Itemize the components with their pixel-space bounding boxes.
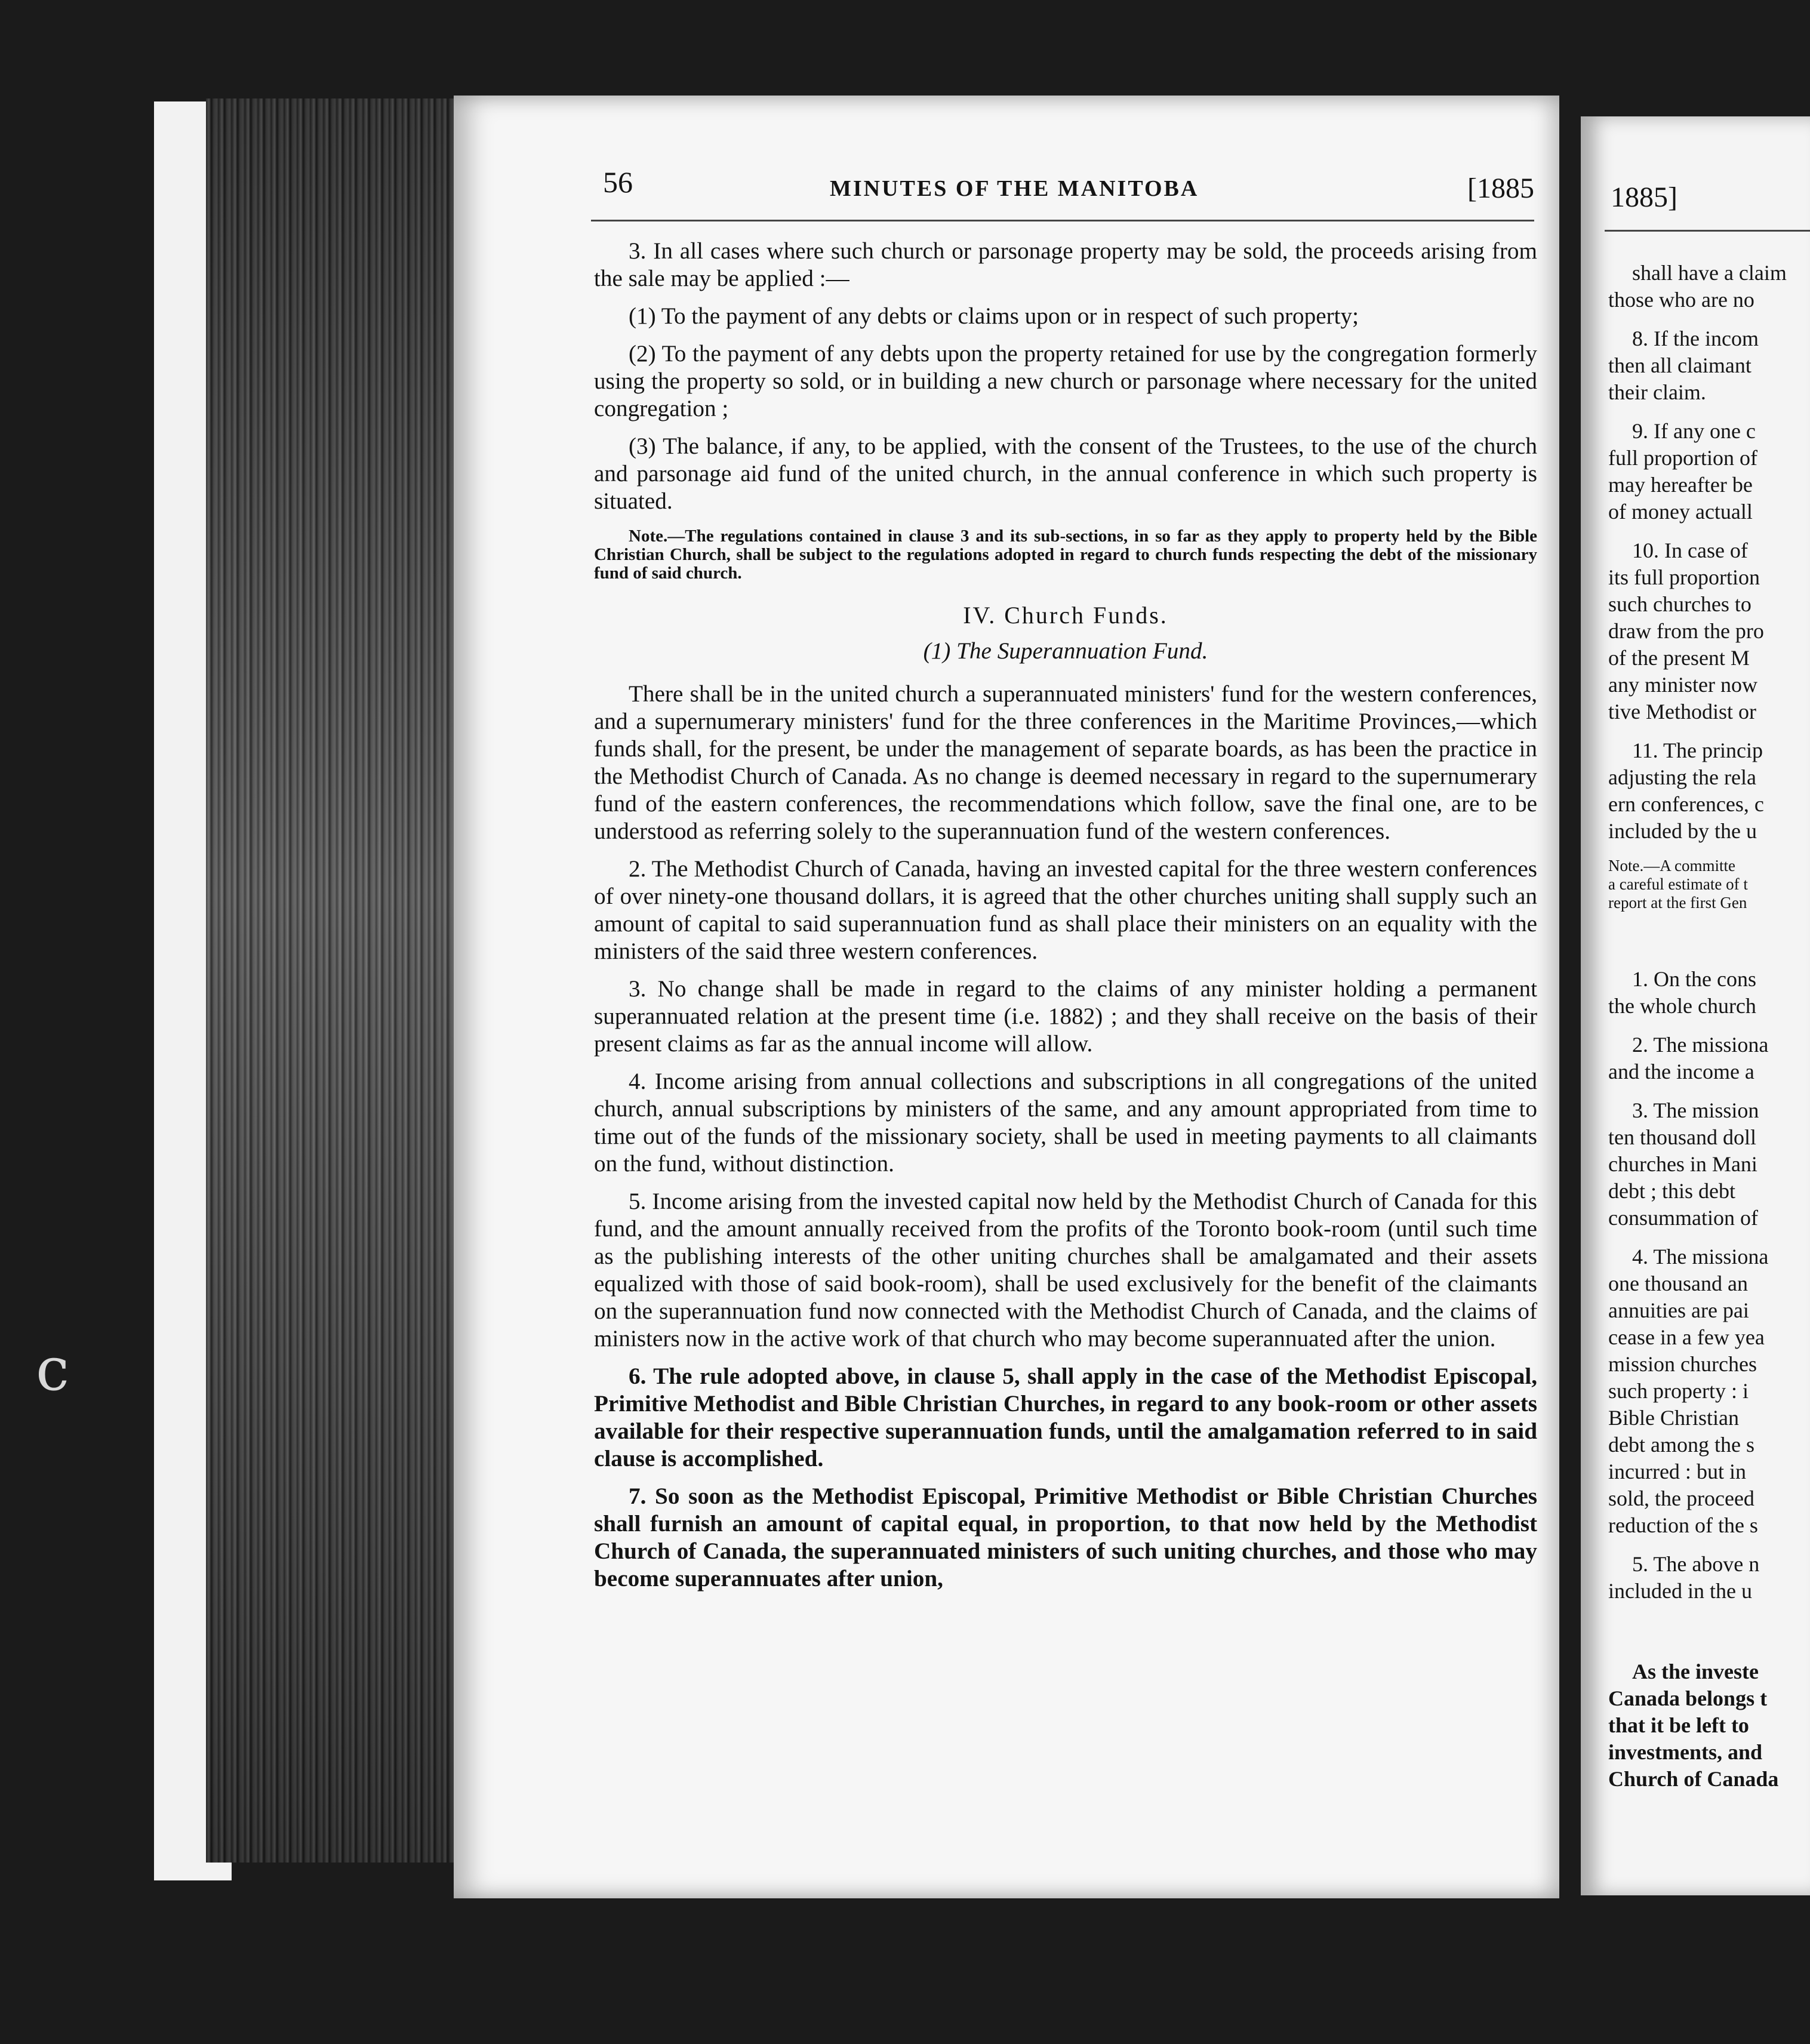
rp-line: and the income a xyxy=(1608,1060,1754,1083)
rp-line: report at the first Gen xyxy=(1608,894,1747,912)
rp-line: such churches to xyxy=(1608,592,1751,616)
page-header xyxy=(603,160,1534,214)
rp-line: those who are no xyxy=(1608,288,1754,312)
rp-line: the whole church xyxy=(1608,994,1756,1018)
rp-frag xyxy=(1608,260,1810,313)
rp-line: adjusting the rela xyxy=(1608,765,1756,789)
rp-line: that it be left to xyxy=(1608,1713,1749,1737)
right-header-rule xyxy=(1605,230,1810,232)
left-page-text xyxy=(594,238,1537,1603)
header-rule xyxy=(591,220,1534,221)
rp-line: 1. On the cons xyxy=(1632,967,1756,991)
rp-line: ern conferences, c xyxy=(1608,792,1764,816)
rp-frag xyxy=(1608,1243,1810,1539)
rp-line: 5. The above n xyxy=(1632,1552,1760,1576)
rp-line: incurred : but in xyxy=(1608,1460,1746,1483)
rp-line: such property : i xyxy=(1608,1379,1749,1403)
rp-line: tive Methodist or xyxy=(1608,700,1756,724)
rp-line: investments, and xyxy=(1608,1740,1763,1764)
rp-line: 8. If the incom xyxy=(1632,327,1759,350)
rp-line: annuities are pai xyxy=(1608,1298,1749,1322)
header-year: [1885 xyxy=(1467,173,1534,204)
paragraph-3: 3. In all cases where such church or parsonage property may be sold, the proceeds arising from the sale may be applied :— xyxy=(594,238,1537,291)
rp-line: churches in Mani xyxy=(1608,1152,1757,1176)
rp-line: sold, the proceed xyxy=(1608,1486,1754,1510)
rp-line: debt ; this debt xyxy=(1608,1179,1735,1203)
rp-line: reduction of the s xyxy=(1608,1513,1758,1537)
fund-paragraph-6: 6. The rule adopted above, in clause 5, shall apply in the case of the Methodist Episcopal, Primitive Methodist and Bible Christian Churches, in regard to any book-room or other assets available for their respective superannuation funds, until the amalgamation referred to in said clause is accomplished. xyxy=(594,1363,1537,1472)
rp-line: a careful estimate of t xyxy=(1608,875,1748,893)
rp-line: mission churches xyxy=(1608,1352,1757,1376)
rp-line: ten thousand doll xyxy=(1608,1125,1756,1149)
rp-line: cease in a few yea xyxy=(1608,1325,1765,1349)
paragraph-3-3: (3) The balance, if any, to be applied, with the consent of the Trustees, to the use of the church and parsonage aid fund of the united church, in the annual conference in which such property is situated. xyxy=(594,433,1537,514)
paragraph-3-2: (2) To the payment of any debts upon the property retained for use by the congregation formerly using the property so sold, or in building a new church or parsonage where necessary for the united congregation ; xyxy=(594,341,1537,421)
fund-paragraph-1: There shall be in the united church a superannuated ministers' fund for the western conferences, and a supernumerary ministers' fund for the three conferences in the Maritime Provinces,—which funds shall, for the present, be under the management of separate boards, as has been the practice in the Methodist Church of Canada. As no change is deemed necessary in regard to the supernumerary fund of the eastern conferences, the recommendations which follow, save the final one, are to be understood as referring solely to the superannuation fund of the western conferences. xyxy=(594,681,1537,844)
rp-line: consummation of xyxy=(1608,1206,1758,1230)
page-edges-shade xyxy=(206,98,469,1863)
rp-frag xyxy=(1608,1032,1810,1085)
rp-line: Note.—A committe xyxy=(1608,857,1735,875)
rp-frag xyxy=(1608,1551,1810,1605)
right-page xyxy=(1581,116,1810,1895)
rp-line: 2. The missiona xyxy=(1632,1033,1769,1057)
rp-line: 11. The princip xyxy=(1632,738,1763,762)
rp-frag xyxy=(1608,418,1810,525)
rp-line: of the present M xyxy=(1608,646,1750,670)
rp-line: shall have a claim xyxy=(1632,261,1787,285)
right-page-header: 1885] xyxy=(1611,181,1677,213)
rp-line: 3. The mission xyxy=(1632,1098,1759,1122)
rp-line: of money actuall xyxy=(1608,500,1753,524)
rp-line: debt among the s xyxy=(1608,1433,1754,1457)
rp-line: its full proportion xyxy=(1608,565,1760,589)
rp-line: included by the u xyxy=(1608,819,1757,843)
rp-note xyxy=(1608,857,1810,912)
fund-paragraph-2: 2. The Methodist Church of Canada, having an invested capital for the three western conferences of over ninety-one thousand dollars, it is agreed that the other churches uniting shall supply such an amount of capital to said superannuation fund as shall place their ministers on an equality with the ministers of the said three western conferences. xyxy=(594,856,1537,964)
rp-frag xyxy=(1608,966,1810,1020)
right-page-text xyxy=(1608,260,1810,1805)
rp-line: As the investe xyxy=(1632,1660,1759,1683)
margin-mark: c xyxy=(36,1334,70,1404)
fund-paragraph-7: 7. So soon as the Methodist Episcopal, Primitive Methodist or Bible Christian Churches shall furnish an amount of capital equal, in proportion, to that now held by the Methodist Church of Canada, the superannuated ministers of such uniting churches, and those who may become superannuates after union, xyxy=(594,1483,1537,1592)
running-title: MINUTES OF THE MANITOBA xyxy=(830,176,1199,201)
rp-line: included in the u xyxy=(1608,1579,1752,1603)
fund-paragraph-5: 5. Income arising from the invested capital now held by the Methodist Church of Canada for this fund, and the amount annually received from the profits of the Toronto book-room (until such time as the publishing interests of the other uniting churches shall be amalgamated and their assets equalized with those of said book-room), shall be used exclusively for the benefit of the claimants on the superannuation fund now connected with the Methodist Church of Canada, and the claims of ministers now in the active work of that church who may become superannuated after the union. xyxy=(594,1189,1537,1352)
rp-line: Church of Canada xyxy=(1608,1767,1779,1791)
rp-line: draw from the pro xyxy=(1608,619,1764,643)
rp-line: 9. If any one c xyxy=(1632,419,1756,443)
subsection-title: (1) The Superannuation Fund. xyxy=(923,638,1208,664)
fund-paragraph-3: 3. No change shall be made in regard to the claims of any minister holding a permanent superannuated relation at the present time (i.e. 1882) ; and they shall receive on the basis of their present claims as far as the annual income will allow. xyxy=(594,976,1537,1057)
rp-line: then all claimant xyxy=(1608,353,1751,377)
rp-line: full proportion of xyxy=(1608,446,1757,470)
rp-frag xyxy=(1608,737,1810,845)
rp-frag xyxy=(1608,537,1810,725)
rp-frag xyxy=(1608,1097,1810,1232)
rp-line: may hereafter be xyxy=(1608,473,1753,497)
rp-frag xyxy=(1608,1658,1810,1793)
rp-frag xyxy=(1608,325,1810,406)
rp-line: Canada belongs t xyxy=(1608,1686,1768,1710)
section-title: IV. Church Funds. xyxy=(963,602,1168,629)
fund-paragraph-4: 4. Income arising from annual collections and subscriptions in all congregations of the united church, annual subscriptions by ministers of the same, and any amount appropriated from time to time out of the funds of the missionary society, shall be used in meeting payments to all claimants on the fund, without distinction. xyxy=(594,1069,1537,1177)
rp-line: one thousand an xyxy=(1608,1272,1748,1295)
rp-line: their claim. xyxy=(1608,380,1706,404)
rp-line: Bible Christian xyxy=(1608,1406,1739,1430)
rp-line: any minister now xyxy=(1608,673,1757,697)
page-number: 56 xyxy=(603,165,633,199)
note: Note.—The regulations contained in clause 3 and its sub-sections, in so far as they apply to property held by the Bible Christian Church, shall be subject to the regulations adopted in regard to church funds respecting the debt of the missionary fund of said church. xyxy=(594,527,1537,583)
paragraph-3-1: (1) To the payment of any debts or claims upon or in respect of such property; xyxy=(629,303,1359,329)
rp-line: 4. The missiona xyxy=(1632,1245,1769,1269)
rp-line: 10. In case of xyxy=(1632,538,1748,562)
